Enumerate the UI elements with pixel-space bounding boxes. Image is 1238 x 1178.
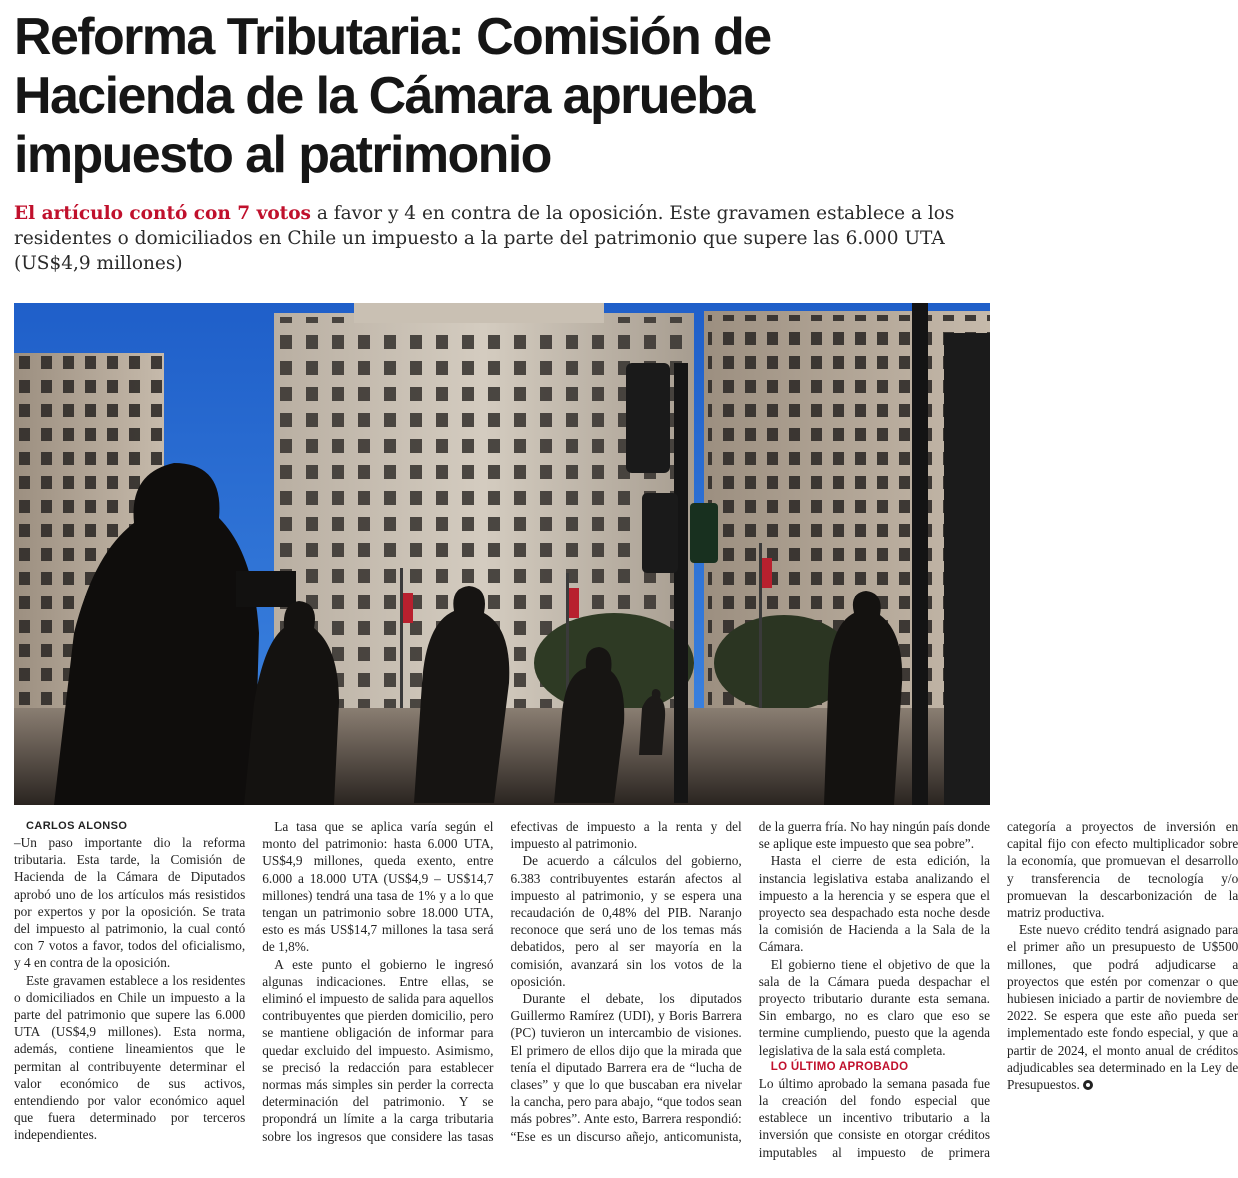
end-of-article-icon xyxy=(1083,1080,1093,1090)
photo-illustration xyxy=(14,303,990,805)
body-paragraph: El gobierno tiene el objetivo de que la sala de la Cámara pueda despachar el proyecto tributario durante esta semana. Sin embargo, no es claro que eso se termine cumpliendo, puesto que la agenda legislativa de la sala está completa. xyxy=(758,956,990,1058)
body-paragraph: De acuerdo a cálculos del gobierno, 6.383 contribuyentes estarán afectos al impuesto al patrimonio, y se espera una recaudación de 0,48% del PIB. Naranjo reconoce que será uno de los temas más debatidos, pero al ser mayoría en la comisión, avanzará sin los votos de la oposición. xyxy=(510,853,742,989)
section-subhead: LO ÚLTIMO APROBADO xyxy=(770,1060,909,1073)
body-paragraph: Hasta el cierre de esta edición, la instancia legislativa estaba analizando el impuesto a la herencia y se espera que el proyecto sea despachado esta noche desde la comisión de Hacienda a la Sala de la Cámara. xyxy=(758,853,990,955)
body-paragraph: A este punto el gobierno le ingresó algunas indicaciones. Entre ellas, se eliminó el impuesto de salida para aquellos contribuyentes que pierden domicilio, pero se mantiene obligación de informar para quedar excluido del impuesto. Asimismo, se precisó la redacción para establecer normas más simples sin perder la correcta determinación del patrimonio. Y se propondrá un límite a la carga tributaria sobre los ingresos que considere las tasas efectivas de impuesto a la renta y del impuesto al patrimonio. xyxy=(262,819,742,1144)
article-photo xyxy=(14,303,990,805)
lead-text: a favor y 4 en contra de la oposición. Este gravamen establece a los residentes o domiciliados en Chile un impuesto a la parte del patrimonio que supere las 6.000 UTA (US$4,9 millones) xyxy=(14,203,955,274)
lead-paragraph xyxy=(14,201,974,276)
article-body xyxy=(14,818,1238,1168)
body-paragraph xyxy=(1007,921,1238,1093)
lead-highlight: El artículo contó con 7 votos xyxy=(14,203,311,224)
body-paragraph-text: Este nuevo crédito tendrá asignado para el primer año un presupuesto de U$500 millones, que podrá adjudicarse a proyectos que estén por comenzar o que hubiesen iniciado a partir de noviembre de 2022. Se espera que este año pueda ser implementado este fondo especial, y que a partir de 2024, el monto anual de créditos adjudicables sea determinado en la Ley de Presupuestos. xyxy=(1007,922,1238,1093)
body-paragraph: –Un paso importante dio la reforma tributaria. Esta tarde, la Comisión de Hacienda de la Cámara de Diputados aprobó uno de los artículos más resistidos por expertos y por la oposición. Se trata del impuesto al patrimonio, la cual contó con 7 votos a favor, todos del oficialismo, y 4 en contra de la oposición. xyxy=(14,835,246,971)
body-paragraph: Durante el debate, los diputados Guillermo Ramírez (UDI), y Boris Barrera (PC) tuvieron un intercambio de visiones. El primero de ellos dijo que la mirada que tenía el diputado Barrera era de “lucha de clases” y que lo que buscaban era nivelar la cancha, pero para abajo, “que todos sean más pobres”. Ante esto, Barrera respondió: “Ese es un discurso añejo, anticomunista, de la guerra fría. No hay ningún país donde se aplique este impuesto que sea pobre”. xyxy=(510,819,990,1144)
body-paragraph: Lo último aprobado la semana pasada fue la creación del fondo especial que establece un incentivo tributario a la inversión que consiste en otorgar créditos imputables al impuesto de primera categoría a proyectos de inversión en capital fijo con efecto multiplicador sobre la economía, que promuevan el desarrollo y transferencia de tecnología y/o promuevan la descarbonización de la matriz productiva. xyxy=(758,819,1238,1160)
body-paragraph: La tasa que se aplica varía según el monto del patrimonio: hasta 6.000 UTA, US$4,9 millones, queda exento, entre 6.000 a 18.000 UTA (US$4,9 – US$14,7 millones) tendrá una tasa de 1% y a lo que tengan un patrimonio sobre 18.000 UTA, esto es más US$14,7 millones la tasa será de 1,8%. xyxy=(262,819,494,955)
body-paragraph: Este gravamen establece a los residentes o domiciliados en Chile un impuesto a la parte del patrimonio que supere las 6.000 UTA (US$4,9 millones). Esta norma, además, contiene lineamientos que le permitan al contribuyente determinar el valor económico de sus activos, entendiendo por valor económico aquel que fuera determinado por terceros independientes. xyxy=(14,972,246,1143)
byline: CARLOS ALONSO xyxy=(26,820,128,832)
headline: Reforma Tributaria: Comisión de Hacienda de la Cámara aprueba impuesto al patrimonio xyxy=(14,8,771,184)
